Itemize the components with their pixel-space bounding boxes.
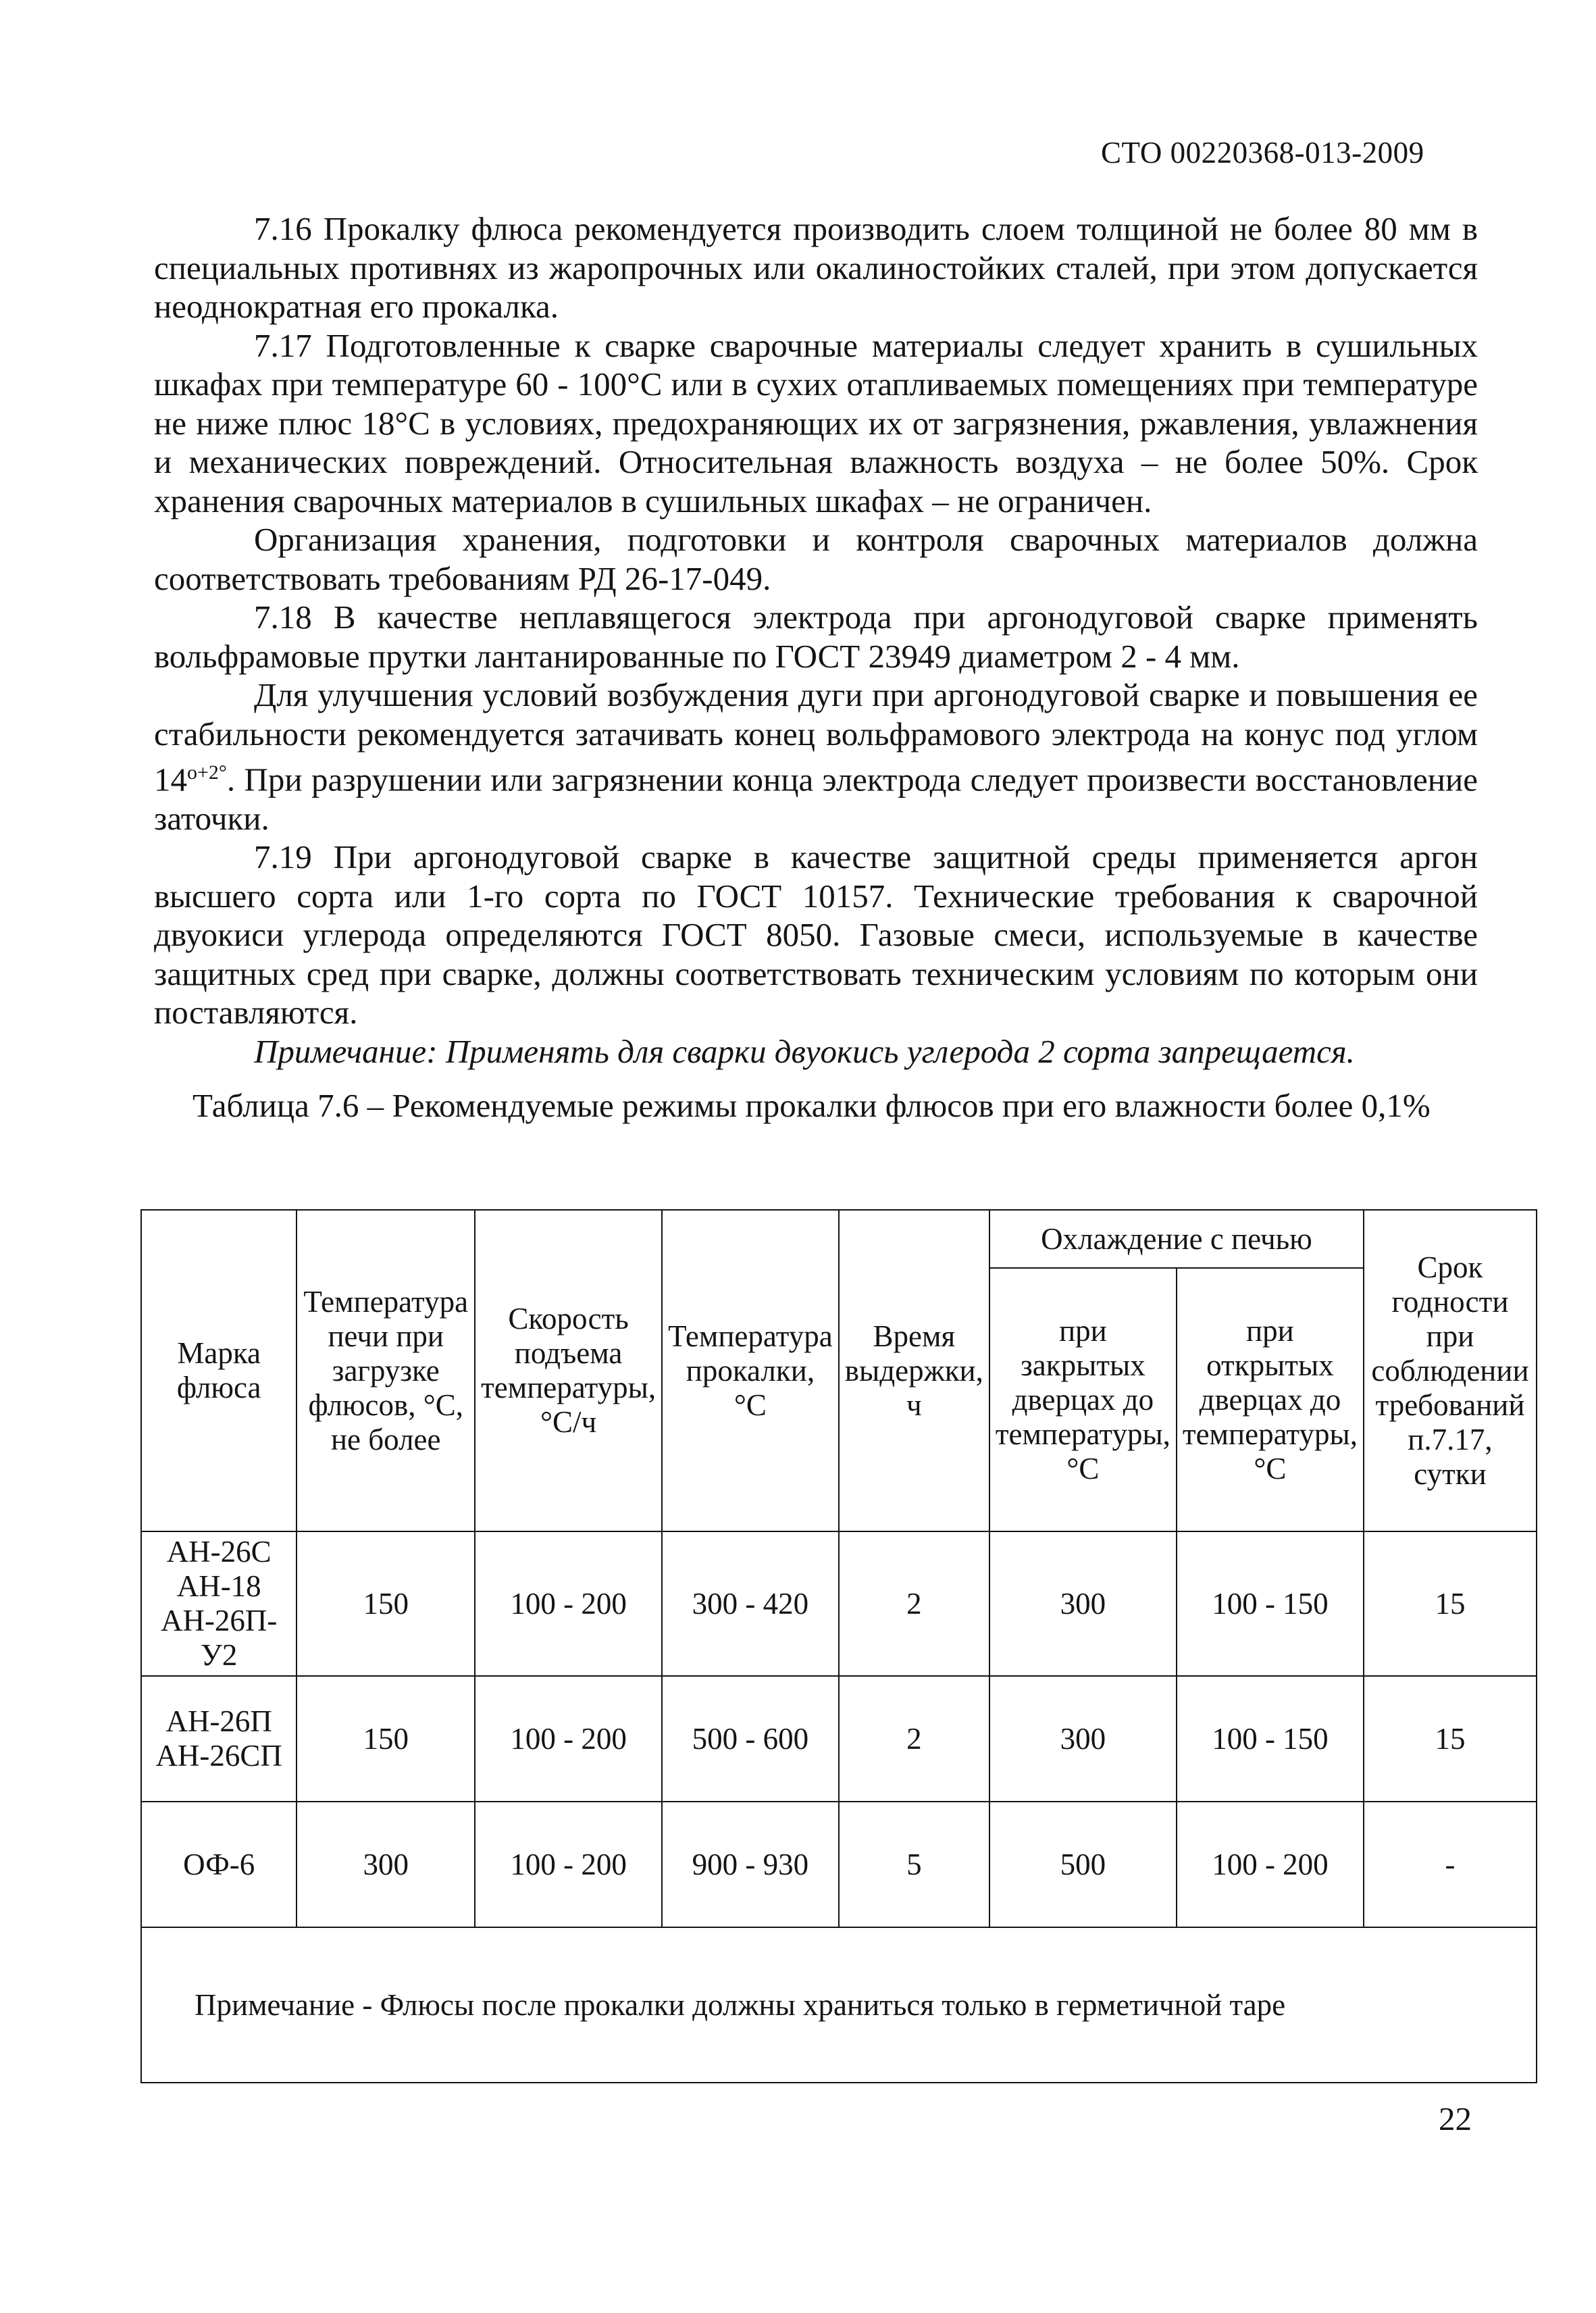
cell-rise-rate: 100 - 200: [475, 1802, 662, 1927]
header-load-temperature: Температура печи при загрузке флюсов, °С, не более: [297, 1210, 475, 1531]
header-calcination-temperature: Температура прокалки, °С: [662, 1210, 839, 1531]
cell-cool-open: 100 - 150: [1177, 1531, 1364, 1676]
document-code: СТО 00220368-013-2009: [1101, 136, 1424, 170]
body-text: [154, 209, 1478, 1071]
angle-tolerance: о+2°: [187, 761, 227, 784]
table-row: [141, 1676, 1537, 1802]
cell-shelf-life: 15: [1364, 1531, 1537, 1676]
cell-rise-rate: 100 - 200: [475, 1676, 662, 1802]
table-row: [141, 1802, 1537, 1927]
paragraph-storage-organization: Организация хранения, подготовки и контроля сварочных материалов должна соответствовать требованиям РД 26-17-049.: [154, 521, 1478, 597]
paragraph-arc-stability: [154, 676, 1478, 838]
paragraph-7-18: 7.18 В качестве неплавящегося электрода при аргонодуговой сварке применять вольфрамовые прутки лантанированные по ГОСТ 23949 диаметром 2 - 4 мм.: [154, 599, 1478, 675]
flux-calcination-table: [140, 1209, 1537, 2083]
paragraph-arc-stability-start: Для улучшения условий возбуждения дуги при аргонодуговой сварке и повышения ее стабильности рекомендуется затачивать конец вольфрамового электрода на конус под углом 14: [154, 676, 1478, 798]
cell-brand: ОФ-6: [141, 1802, 297, 1927]
cell-hold-time: 5: [839, 1802, 989, 1927]
page-number: 22: [1439, 2100, 1472, 2137]
header-rise-rate: Скорость подъема температуры, °С/ч: [475, 1210, 662, 1531]
cell-load-temp: 150: [297, 1531, 475, 1676]
cell-load-temp: 300: [297, 1802, 475, 1927]
header-shelf-life: Срок годности при соблюдении требований п.7.17, сутки: [1364, 1210, 1537, 1531]
cell-brand: АН-26С АН-18 АН-26П-У2: [141, 1531, 297, 1676]
paragraph-note: Примечание: Применять для сварки двуокись углерода 2 сорта запрещается.: [254, 1032, 1355, 1070]
header-cooling: Охлаждение с печью: [989, 1210, 1364, 1268]
table-body: [141, 1531, 1537, 1927]
cell-cool-open: 100 - 150: [1177, 1676, 1364, 1802]
cell-cool-open: 100 - 200: [1177, 1802, 1364, 1927]
cell-calc-temp: 500 - 600: [662, 1676, 839, 1802]
paragraph-7-17: 7.17 Подготовленные к сварке сварочные материалы следует хранить в сушильных шкафах при температуре 60 - 100°С или в сухих отапливаемых помещениях при температуре не ниже плюс 18°С в условиях, предохраняющих их от загрязнения, ржавления, увлажнения и механических повреждений. Относительная влажность воздуха – не более 50%. Срок хранения сварочных материалов в сушильных шкафах – не ограничен.: [154, 326, 1478, 519]
table-row: [141, 1531, 1537, 1676]
header-cooling-closed: при закрытых дверцах до температуры, °С: [989, 1268, 1177, 1531]
cell-shelf-life: -: [1364, 1802, 1537, 1927]
cell-shelf-life: 15: [1364, 1676, 1537, 1802]
cell-hold-time: 2: [839, 1531, 989, 1676]
paragraph-arc-stability-end: . При разрушении или загрязнении конца электрода следует произвести восстановление заточки.: [154, 761, 1478, 837]
cell-cool-closed: 300: [989, 1531, 1177, 1676]
table-caption: Таблица 7.6 – Рекомендуемые режимы прокалки флюсов при его влажности более 0,1%: [192, 1087, 1431, 1124]
cell-rise-rate: 100 - 200: [475, 1531, 662, 1676]
cell-cool-closed: 300: [989, 1676, 1177, 1802]
cell-calc-temp: 300 - 420: [662, 1531, 839, 1676]
cell-brand: АН-26П АН-26СП: [141, 1676, 297, 1802]
header-brand: Марка флюса: [141, 1210, 297, 1531]
paragraph-7-16: 7.16 Прокалку флюса рекомендуется производить слоем толщиной не более 80 мм в специальных противнях из жаропрочных или окалиностойких сталей, при этом допускается неоднократная его прокалка.: [154, 210, 1478, 325]
header-hold-time: Время выдержки, ч: [839, 1210, 989, 1531]
paragraph-7-19: 7.19 При аргонодуговой сварке в качестве защитной среды применяется аргон высшего сорта или 1-го сорта по ГОСТ 10157. Технические требования к сварочной двуокиси углерода определяются ГОСТ 8050. Газовые смеси, используемые в качестве защитных сред при сварке, должны соответствовать техническим условиям по которым они поставляются.: [154, 838, 1478, 1032]
cell-hold-time: 2: [839, 1676, 989, 1802]
cell-cool-closed: 500: [989, 1802, 1177, 1927]
table-footnote: Примечание - Флюсы после прокалки должны храниться только в герметичной таре: [141, 1927, 1537, 2083]
header-cooling-open: при открытых дверцах до температуры, °С: [1177, 1268, 1364, 1531]
cell-calc-temp: 900 - 930: [662, 1802, 839, 1927]
cell-load-temp: 150: [297, 1676, 475, 1802]
